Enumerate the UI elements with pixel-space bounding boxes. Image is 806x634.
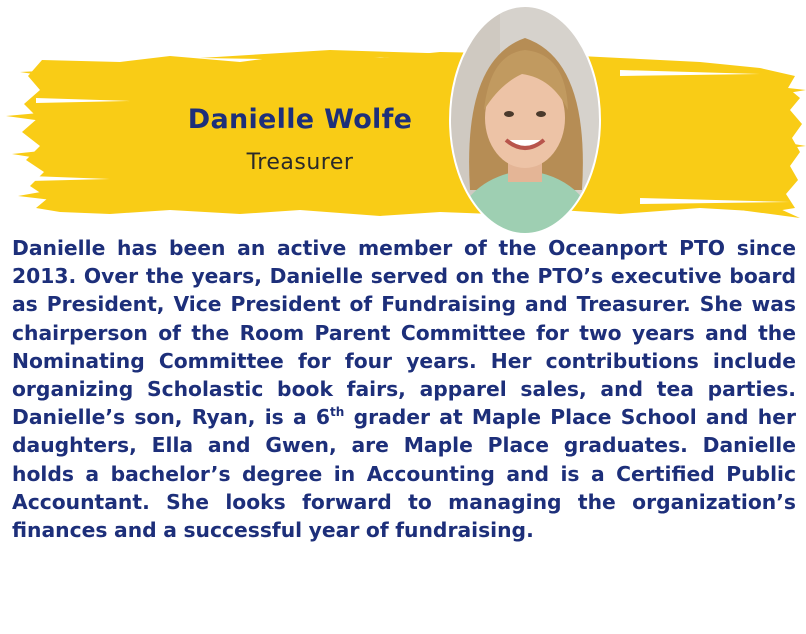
bio-text-part-2: grader at Maple Place School and her daughters, Ella and Gwen, are Maple Place graduates. Danielle holds a bachelor’s degree in Accounting and is a Certified Public Accountant. She looks forward to managing the organization’s finances and a successful year of fundraising. [12, 405, 796, 543]
ordinal-suffix: th [330, 405, 345, 420]
bio-text-part-1: Danielle has been an active member of the Oceanport PTO since 2013. Over the years, Danielle served on the PTO’s executive board as President, Vice President of Fundraising and Treasurer. She was chairperson of the Room Parent Committee for two years and the Nominating Committee for four years. Her contributions include organizing Scholastic book fairs, apparel sales, and tea parties. Danielle’s son, Ryan, is a 6 [12, 236, 796, 430]
member-role: Treasurer [246, 150, 354, 175]
brush-streak-left-2 [6, 112, 50, 122]
bio-paragraph [12, 234, 796, 544]
brush-streak-left-4 [18, 190, 52, 200]
member-name: Danielle Wolfe [187, 104, 413, 135]
